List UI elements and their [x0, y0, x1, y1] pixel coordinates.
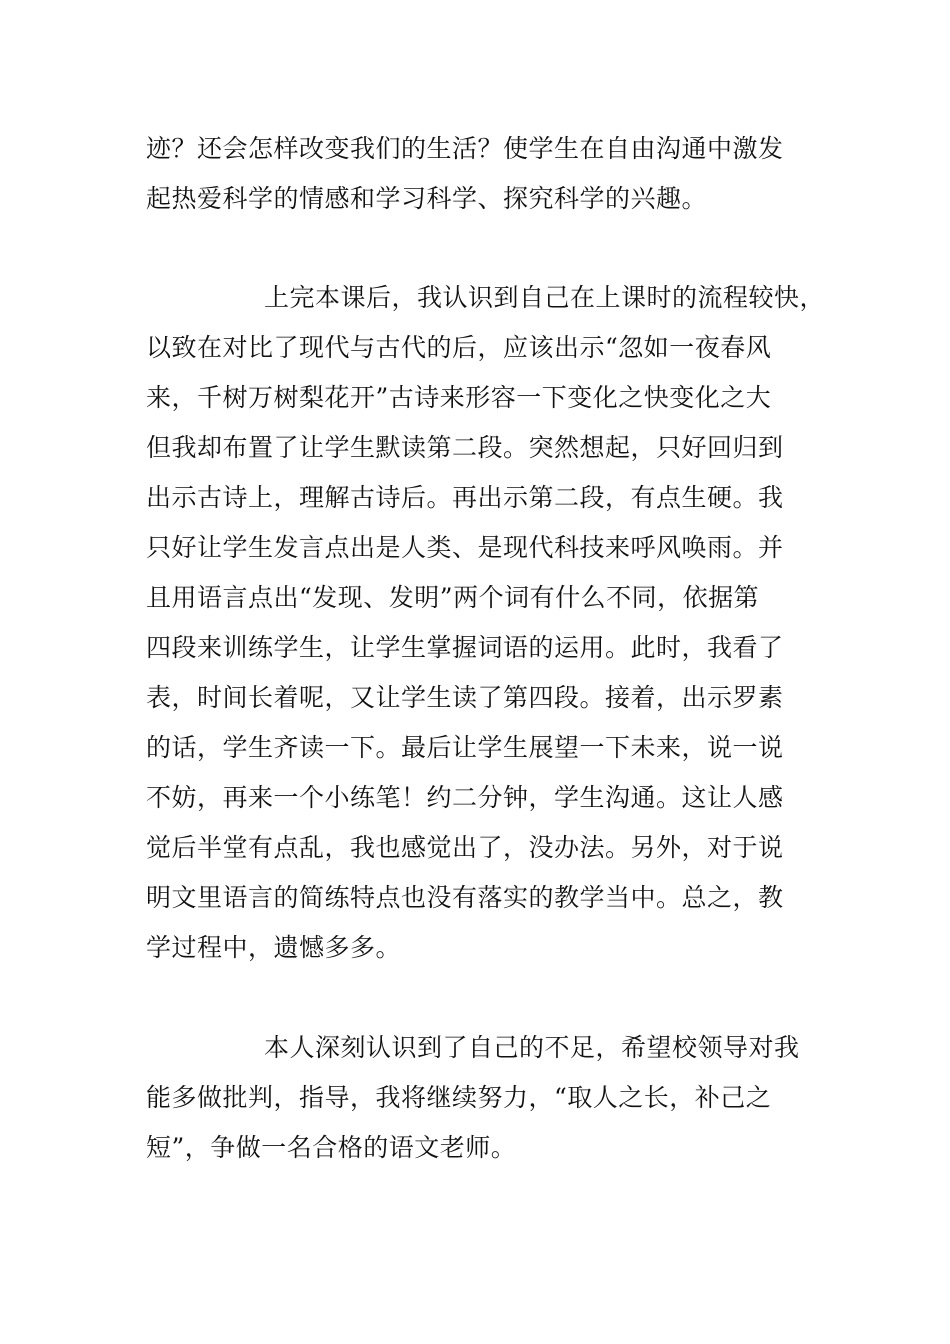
- paragraph-3: [146, 1023, 836, 1173]
- text-line: 短”，争做一名合格的语文老师。: [146, 1133, 517, 1162]
- text-line: 本人深刻认识到了自己的不足，希望校领导对我: [264, 1033, 800, 1062]
- text-line: 但我却布置了让学生默读第二段。突然想起，只好回归到: [146, 433, 784, 462]
- text-line: 四段来训练学生，让学生掌握词语的运用。此时，我看了: [146, 633, 784, 662]
- paragraph-2: [146, 273, 836, 973]
- text-line: 迹？还会怎样改变我们的生活？使学生在自由沟通中激发: [146, 134, 784, 163]
- text-line: 且用语言点出“发现、发明”两个词有什么不同，依据第: [146, 583, 760, 612]
- text-line: 来，千树万树梨花开”古诗来形容一下变化之快变化之大: [146, 383, 772, 412]
- text-line: 上完本课后，我认识到自己在上课时的流程较快，: [264, 283, 826, 312]
- text-line: 能多做批判，指导，我将继续努力，“取人之长，补己之: [146, 1083, 772, 1112]
- text-line: 以致在对比了现代与古代的后，应该出示“忽如一夜春风: [146, 333, 772, 362]
- paragraph-1: [146, 124, 836, 224]
- text-line: 学过程中，遗憾多多。: [146, 933, 402, 962]
- text-line: 表，时间长着呢，又让学生读了第四段。接着，出示罗素: [146, 683, 784, 712]
- text-line: 不妨，再来一个小练笔！约二分钟，学生沟通。这让人感: [146, 783, 784, 812]
- text-line: 只好让学生发言点出是人类、是现代科技来呼风唤雨。并: [146, 533, 784, 562]
- text-line: 的话，学生齐读一下。最后让学生展望一下未来，说一说: [146, 733, 784, 762]
- text-line: 明文里语言的简练特点也没有落实的教学当中。总之，教: [146, 883, 784, 912]
- text-line: 出示古诗上，理解古诗后。再出示第二段，有点生硬。我: [146, 483, 784, 512]
- text-line: 起热爱科学的情感和学习科学、探究科学的兴趣。: [146, 184, 708, 213]
- text-line: 觉后半堂有点乱，我也感觉出了，没办法。另外，对于说: [146, 833, 784, 862]
